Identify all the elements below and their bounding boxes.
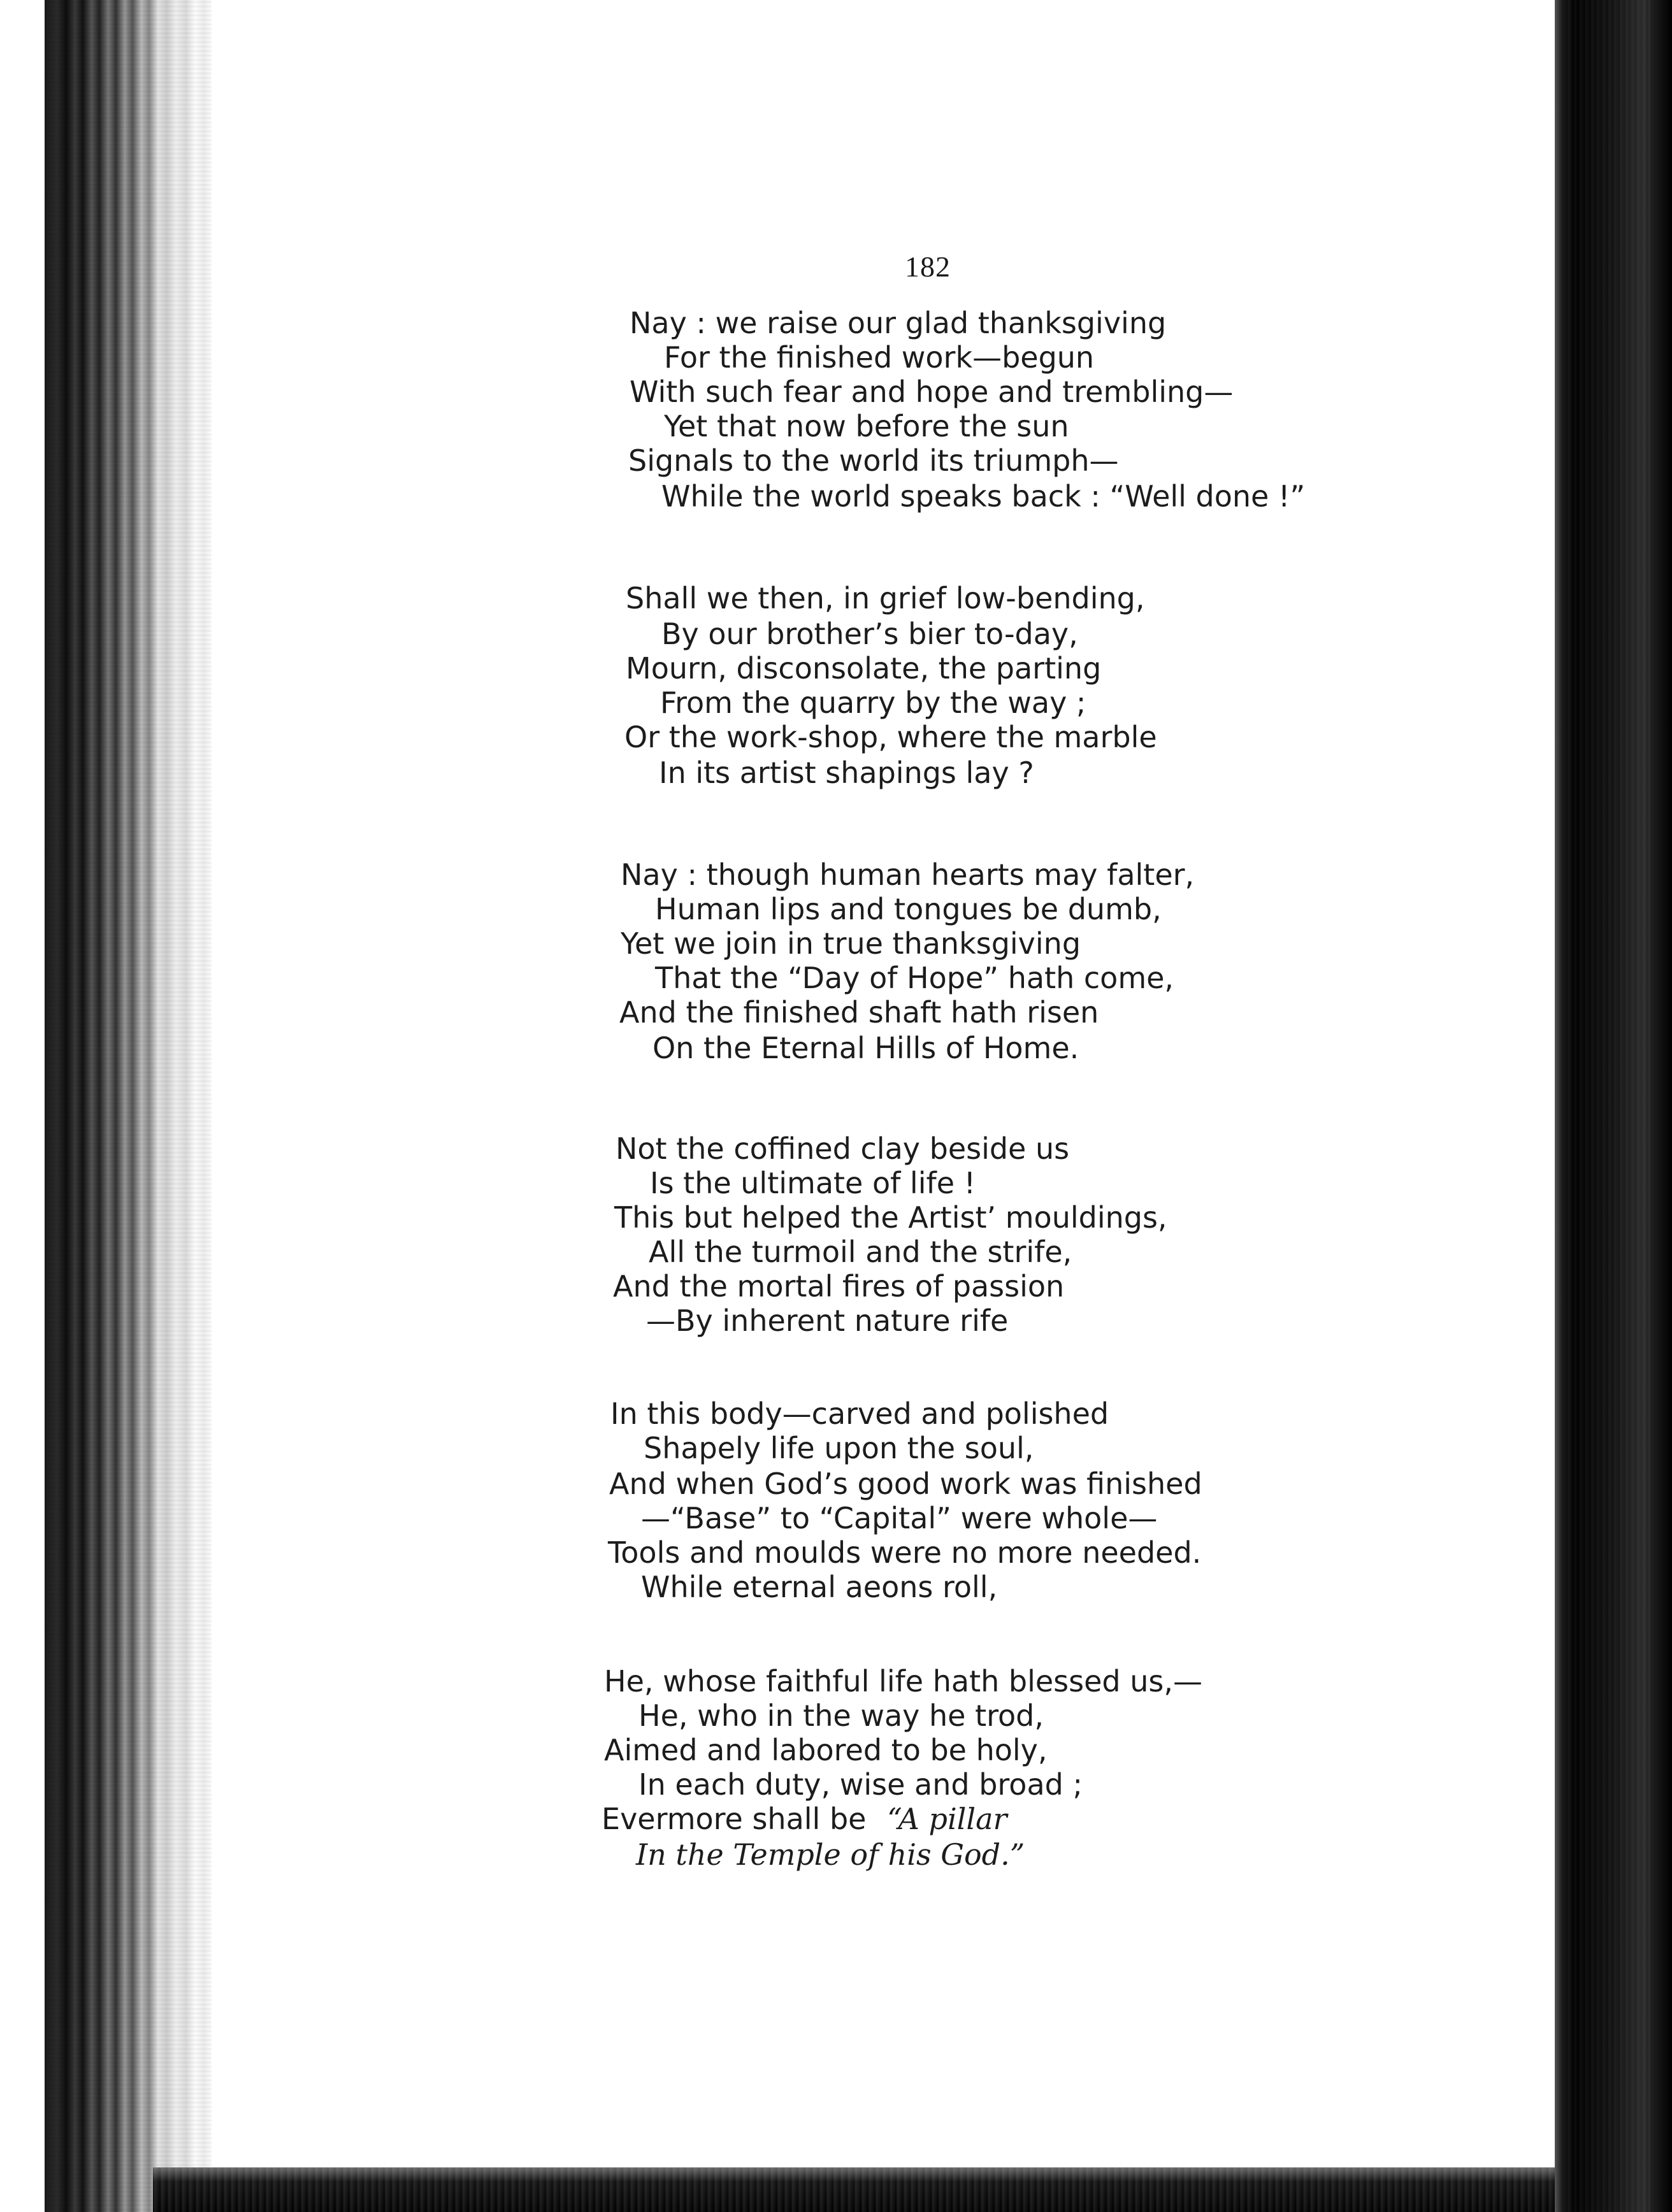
- poem-line: This but helped the Artist’ mouldings,: [614, 1200, 1167, 1235]
- poem-line: Mourn, disconsolate, the parting: [626, 651, 1102, 686]
- poem-line: All the turmoil and the strife,: [649, 1235, 1072, 1269]
- poem-line: He, who in the way he trod,: [638, 1698, 1044, 1733]
- poem-line-text: Evermore shall be: [602, 1802, 867, 1836]
- poem-line: Nay : though human hearts may falter,: [621, 858, 1195, 892]
- poem-line: Human lips and tongues be dumb,: [655, 892, 1162, 926]
- poem-line: —“Base” to “Capital” were whole—: [641, 1501, 1158, 1535]
- poem-line: Yet that now before the sun: [664, 409, 1069, 443]
- page-number: 182: [905, 250, 951, 283]
- poem-line: From the quarry by the way ;: [660, 686, 1086, 720]
- poem-line: For the finished work—begun: [664, 340, 1095, 375]
- poem-line: And the finished shaft hath risen: [619, 995, 1099, 1030]
- poem-line: And when God’s good work was finished: [609, 1467, 1202, 1501]
- poem-line: In its artist shapings lay ?: [659, 756, 1034, 790]
- poem-line: [602, 1804, 1007, 1834]
- poem-line: Is the ultimate of life !: [650, 1166, 976, 1200]
- poem-line: With such fear and hope and trembling—: [630, 375, 1234, 409]
- poem-line: On the Eternal Hills of Home.: [652, 1031, 1079, 1065]
- poem-line: While eternal aeons roll,: [641, 1570, 998, 1604]
- poem-line: That the “Day of Hope” hath come,: [655, 961, 1174, 995]
- poem-line: While the world speaks back : “Well done !”: [661, 479, 1306, 514]
- poem-line-italic-fragment: “A pillar: [887, 1802, 1007, 1836]
- poem-line: Shapely life upon the soul,: [644, 1431, 1034, 1465]
- poem-line: Or the work-shop, where the marble: [624, 720, 1157, 754]
- poem-line: Yet we join in true thanksgiving: [621, 926, 1081, 961]
- poem-line: —By inherent nature rife: [646, 1304, 1009, 1338]
- poem-line: Shall we then, in grief low-bending,: [626, 581, 1145, 615]
- poem-line: Nay : we raise our glad thanksgiving: [630, 306, 1167, 340]
- poem-line: In each duty, wise and broad ;: [638, 1767, 1083, 1802]
- poem-line: Tools and moulds were no more needed.: [608, 1535, 1202, 1570]
- poem-line: Aimed and labored to be holy,: [604, 1733, 1048, 1767]
- poem-line: And the mortal fires of passion: [613, 1269, 1065, 1304]
- poem-line: In this body—carved and polished: [610, 1397, 1109, 1431]
- poem-line: Signals to the world its triumph—: [628, 443, 1119, 478]
- poem-line: He, whose faithful life hath blessed us,—: [604, 1664, 1202, 1698]
- poem-line: In the Temple of his God.”: [636, 1837, 1025, 1872]
- poem-line: Not the coffined clay beside us: [616, 1131, 1070, 1166]
- poem-line: By our brother’s bier to-day,: [661, 617, 1078, 651]
